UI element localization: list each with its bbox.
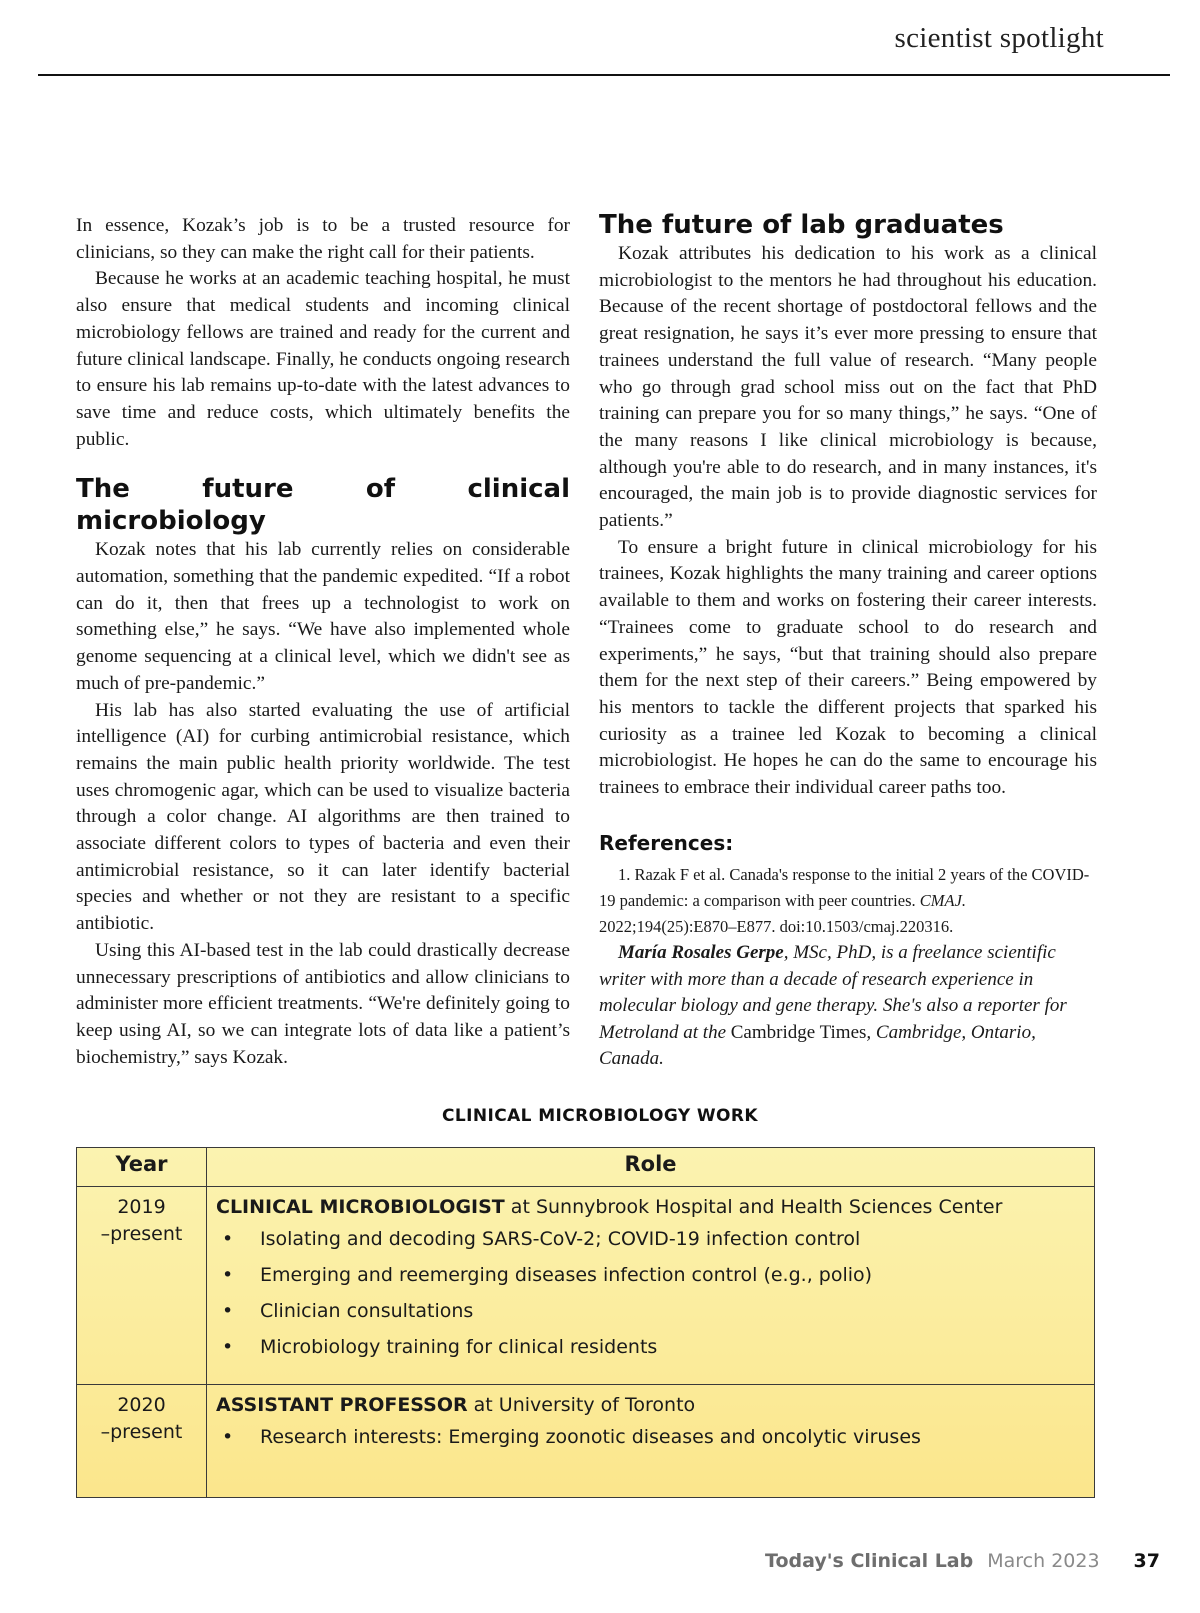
role-name: ASSISTANT PROFESSOR: [216, 1394, 468, 1416]
magazine-name: Today's Clinical Lab: [765, 1550, 974, 1572]
left-column: [76, 213, 570, 1071]
page-number: 37: [1133, 1550, 1160, 1572]
role-cell: [207, 1187, 1094, 1384]
header-rule: [38, 74, 1170, 76]
paragraph: To ensure a bright future in clinical microbiology for his trainees, Kozak highlights the many training and career options available to them and works on fostering their career interests. “Trainees come to graduate school to do research and experiments,” he says, “but that training should also prepare them for the next step of their careers.” Being empowered by his mentors to tackle the different projects that sparked his curiosity as a trainee led Kozak to becoming a clinical microbiologist. He hopes he can do the same to encourage his trainees to embrace their individual career paths too.: [599, 536, 1097, 799]
list-item: [216, 1262, 1094, 1298]
section-heading: The future of clinical microbiology: [76, 474, 570, 537]
reference-item: [599, 862, 1097, 940]
bullet-text: Clinician consultations: [260, 1300, 474, 1322]
bullet-text: Isolating and decoding SARS-CoV-2; COVID-19 infection control: [260, 1228, 861, 1250]
reference-text: 1. Razak F et al. Canada's response to the initial 2 years of the COVID-19 pandemic: a comparison with peer countries.: [599, 865, 1090, 911]
role-title: [216, 1392, 1094, 1419]
bullet-text: Microbiology training for clinical residents: [260, 1336, 658, 1358]
newspaper-name: Cambridge Times: [730, 1021, 867, 1043]
role-bullet-list: [216, 1226, 1094, 1370]
bullet-icon: •: [222, 1228, 234, 1250]
table-row: [77, 1186, 1094, 1384]
paragraph: Kozak attributes his dedication to his work as a clinical microbiologist to the mentors he had throughout his education. Because of the recent shortage of postdoctoral fellows and the great resignation, he says it’s ever more pressing to ensure that trainees understand the full value of research. “Many people who go through grad school miss out on the fact that PhD training can prepare you for so many things,” he says. “One of the many reasons I like clinical microbiology is because, although you're able to do research, and in many instances, it's encouraged, the main job is to provide diagnostic services for patients.”: [599, 243, 1097, 532]
role-organization: at University of Toronto: [467, 1394, 696, 1416]
section-heading: The future of lab graduates: [599, 210, 1004, 240]
paragraph: Using this AI-based test in the lab could drastically decrease unnecessary prescriptions of antibiotics and allow clinicians to administer more efficient treatments. “We're definitely going to keep using AI, so we can integrate lots of data like a patient’s biochemistry,” says Kozak.: [76, 939, 570, 1068]
year-suffix: –present: [100, 1223, 183, 1245]
bullet-text: Emerging and reemerging diseases infection control (e.g., polio): [260, 1264, 873, 1286]
role-name: CLINICAL MICROBIOLOGIST: [216, 1196, 505, 1218]
paragraph: Kozak notes that his lab currently relies on considerable automation, something that the pandemic expedited. “If a robot can do it, then that frees up a technologist to work on something else,” he says. “We have also implemented whole genome sequencing at a clinical level, which we didn't see as much of pre-pandemic.”: [76, 539, 570, 694]
issue-date: March 2023: [987, 1550, 1100, 1572]
column-header-role: Role: [624, 1152, 677, 1176]
year-suffix: –present: [100, 1421, 183, 1443]
list-item: [216, 1334, 1094, 1370]
year-value: 2020: [117, 1394, 166, 1416]
right-column: [599, 210, 1097, 1073]
year-cell: [77, 1385, 207, 1497]
table-header-row: [77, 1148, 1094, 1186]
list-item: [216, 1424, 1094, 1460]
author-location: , Cambridge, Ontario, Canada.: [599, 1021, 1036, 1070]
table-title: CLINICAL MICROBIOLOGY WORK: [442, 1106, 758, 1126]
year-cell: [77, 1187, 207, 1384]
paragraph: In essence, Kozak’s job is to be a trusted resource for clinicians, so they can make the right call for their patients.: [76, 215, 570, 263]
page-footer: [765, 1550, 1160, 1572]
reference-journal: CMAJ.: [919, 891, 967, 911]
paragraph: His lab has also started evaluating the use of artificial intelligence (AI) for curbing antimicrobial resistance, which remains the main public health priority worldwide. The test uses chromogenic agar, which can be used to visualize bacteria through a color change. AI algorithms are then trained to associate different colors to types of bacteria and even their antimicrobial resistance, so it can later identify bacterial species and whether or not they are resistant to a specific antibiotic.: [76, 699, 570, 935]
section-label: scientist spotlight: [894, 22, 1104, 54]
references-heading: References:: [599, 830, 734, 855]
bullet-icon: •: [222, 1300, 234, 1322]
year-value: 2019: [117, 1196, 166, 1218]
paragraph: Because he works at an academic teaching hospital, he must also ensure that medical students and incoming clinical microbiology fellows are trained and ready for the current and future clinical landscape. Finally, he conducts ongoing research to ensure his lab remains up-to-date with the latest advances to save time and reduce costs, which ultimately benefits the public.: [76, 268, 570, 450]
role-organization: at Sunnybrook Hospital and Health Sciences Center: [504, 1196, 1003, 1218]
table-row: [77, 1384, 1094, 1497]
author-bio: [599, 940, 1097, 1073]
list-item: [216, 1298, 1094, 1334]
reference-citation: 2022;194(25):E870–E877. doi:10.1503/cmaj.220316.: [599, 917, 954, 937]
role-cell: [207, 1385, 1094, 1497]
bullet-icon: •: [222, 1336, 234, 1358]
list-item: [216, 1226, 1094, 1262]
author-name: María Rosales Gerpe: [618, 942, 784, 964]
bullet-icon: •: [222, 1426, 234, 1448]
role-bullet-list: [216, 1424, 1094, 1460]
column-header-year: Year: [77, 1148, 207, 1186]
author-bio-text: , MSc, PhD, is a freelance scientific writer with more than a decade of research experience in molecular biology and gene therapy. She's also a reporter for Metroland at the: [599, 942, 1067, 1043]
role-title: [216, 1194, 1094, 1221]
work-history-table: [76, 1147, 1095, 1498]
bullet-icon: •: [222, 1264, 234, 1286]
bullet-text: Research interests: Emerging zoonotic diseases and oncolytic viruses: [260, 1426, 921, 1448]
